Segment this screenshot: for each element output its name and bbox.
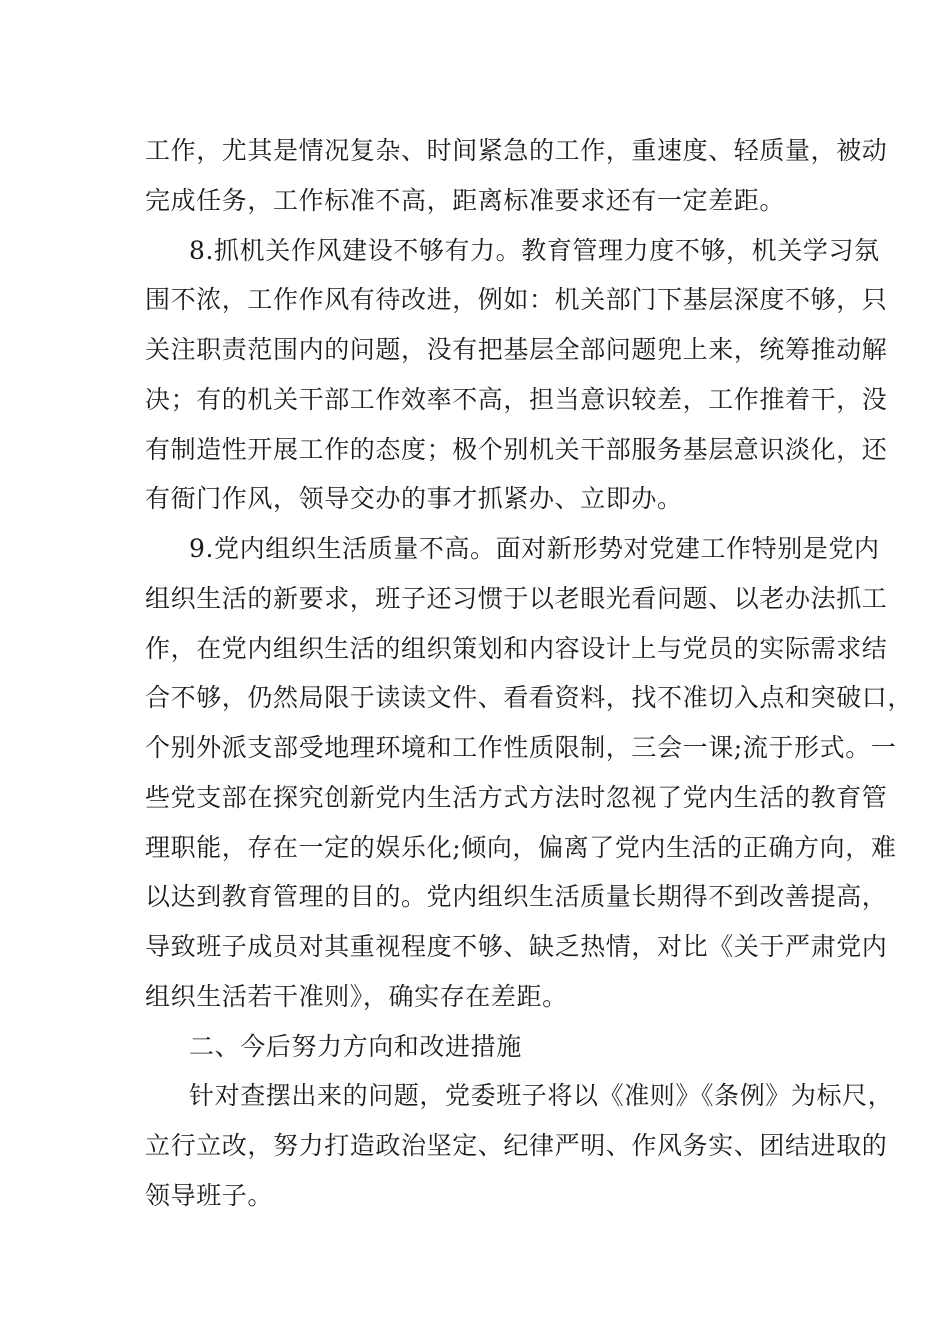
text-line: 完成任务，工作标准不高，距离标准要求还有一定差距。: [145, 186, 786, 215]
text-line: 围不浓，工作作风有待改进，例如：机关部门下基层深度不够，只: [145, 285, 888, 314]
paragraph-9-heading: 9.党内组织生活质量不高。面对新形势对党建工作特别是党内: [189, 534, 880, 563]
text-line: 有衙门作风，领导交办的事才抓紧办、立即办。: [145, 484, 683, 513]
text-line: 些党支部在探究创新党内生活方式方法时忽视了党内生活的教育管: [145, 783, 888, 812]
text-line: 以达到教育管理的目的。党内组织生活质量长期得不到改善提高，: [145, 882, 888, 911]
text-line: 导致班子成员对其重视程度不够、缺乏热情，对比《关于严肃党内: [145, 932, 888, 961]
text-line: 个别外派支部受地理环境和工作性质限制，三会一课;流于形式。一: [145, 733, 897, 762]
text-line: 决；有的机关干部工作效率不高，担当意识较差，工作推着干，没: [145, 385, 888, 414]
paragraph-8-heading: 8.抓机关作风建设不够有力。教育管理力度不够，机关学习氛: [189, 236, 880, 265]
section-heading: 二、今后努力方向和改进措施: [189, 1032, 522, 1061]
text-line: 组织生活的新要求，班子还习惯于以老眼光看问题、以老办法抓工: [145, 584, 888, 613]
text-line: 作，在党内组织生活的组织策划和内容设计上与党员的实际需求结: [145, 634, 888, 663]
text-line: 合不够，仍然局限于读读文件、看看资料，找不准切入点和突破口，: [145, 683, 914, 712]
text-line: 有制造性开展工作的态度；极个别机关干部服务基层意识淡化，还: [145, 435, 888, 464]
text-line: 立行立改，努力打造政治坚定、纪律严明、作风务实、团结进取的: [145, 1131, 888, 1160]
text-line: 领导班子。: [145, 1181, 274, 1210]
text-line: 针对查摆出来的问题，党委班子将以《准则》《条例》为标尺，: [189, 1081, 894, 1110]
text-line: 组织生活若干准则》，确实存在差距。: [145, 982, 568, 1011]
text-line: 工作，尤其是情况复杂、时间紧急的工作，重速度、轻质量，被动: [145, 136, 888, 165]
text-line: 理职能，存在一定的娱乐化;倾向，偏离了党内生活的正确方向，难: [145, 833, 897, 862]
text-line: 关注职责范围内的问题，没有把基层全部问题兜上来，统筹推动解: [145, 335, 888, 364]
